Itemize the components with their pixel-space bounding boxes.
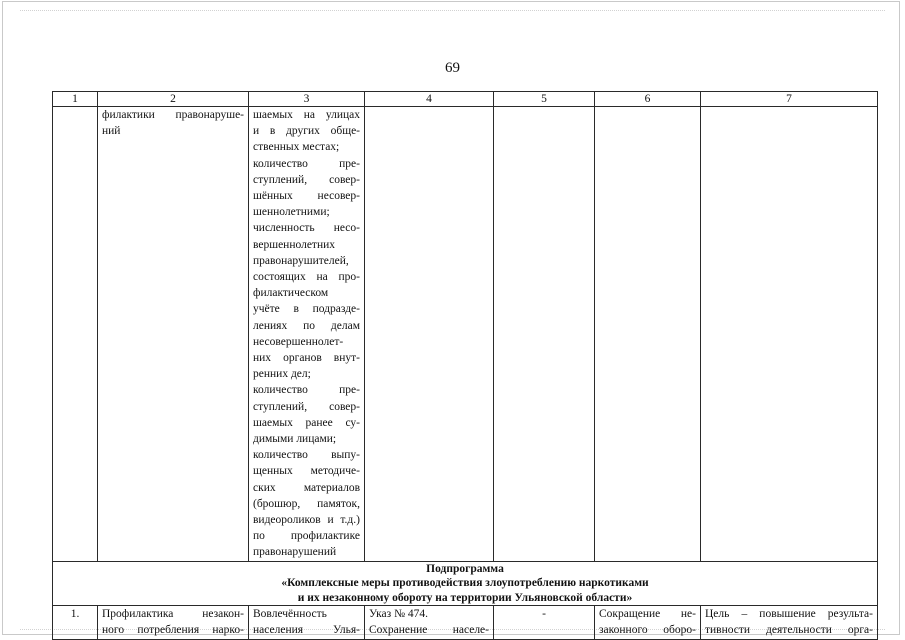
subprogram-heading-row xyxy=(53,561,878,606)
cell-text-line: шённых несовер- xyxy=(253,190,360,203)
cell-text-line: тивности деятельности орга- xyxy=(705,624,873,637)
table-cell xyxy=(98,606,249,639)
cell-text-line: димыми лицами; xyxy=(253,433,337,446)
table-cell xyxy=(249,606,365,639)
cell-text-line: шаемых на улицах xyxy=(253,109,360,121)
cell-text-line: Профилактика незакон- xyxy=(102,608,244,621)
cell-text-line: ственных местах; xyxy=(253,141,340,154)
cell-text-line: (брошюр, памяток, xyxy=(253,497,360,510)
cell-text-line: правонарушений xyxy=(253,546,337,559)
column-header: 1 xyxy=(53,92,98,107)
table-cell xyxy=(595,606,701,639)
subprogram-title-line: «Комплексные меры противодействия злоупотреблению наркотиками xyxy=(281,577,649,590)
cell-text-line: количество выпу- xyxy=(253,449,360,462)
table-cell xyxy=(365,107,494,562)
table-cell xyxy=(701,606,878,639)
cell-text-line: количество пре- xyxy=(253,384,360,397)
table-row-continuation xyxy=(53,107,878,562)
cell-text-line: ступлений, совер- xyxy=(253,173,360,186)
cell-text-line: видеороликов и т.д.) xyxy=(253,514,360,527)
indicators-cell xyxy=(249,107,365,562)
cell-text-line: учёте в подразде- xyxy=(253,303,360,316)
cell-text-line: шаемых ранее су- xyxy=(253,416,360,429)
cell-text-line: по профилактике xyxy=(253,530,360,543)
column-header: 3 xyxy=(249,92,365,107)
cell-text-line: щенных методиче- xyxy=(253,465,360,478)
scan-artifact-top xyxy=(20,10,885,12)
table-cell xyxy=(701,107,878,562)
cell-text-line: шеннолетними; xyxy=(253,206,330,219)
cell-text-line: законного оборо- xyxy=(599,624,696,637)
table-cell xyxy=(365,606,494,639)
cell-text-line: филактики правонаруше- xyxy=(102,109,244,121)
column-header: 6 xyxy=(595,92,701,107)
subprogram-heading xyxy=(53,561,878,606)
cell-text-line: Сохранение населе- xyxy=(369,624,489,637)
cell-text-line: количество пре- xyxy=(253,157,360,170)
program-table xyxy=(52,91,878,640)
row-number: 1. xyxy=(53,606,98,639)
cell-text-line: вершеннолетних xyxy=(253,238,336,251)
table-cell: - xyxy=(494,606,595,639)
cell-text-line: Указ № 474. xyxy=(369,608,429,621)
cell-text-line: и в других обще- xyxy=(253,125,360,138)
subprogram-label: Подпрограмма xyxy=(426,562,504,575)
table-cell xyxy=(595,107,701,562)
cell-text-line: них органов внут- xyxy=(253,352,360,365)
cell-text-line: несовершеннолет- xyxy=(253,335,344,348)
cell-text-line: Цель – повышение результа- xyxy=(705,608,873,621)
table-cell xyxy=(53,107,98,562)
cell-text-line: филактическом xyxy=(253,287,329,300)
cell-text-line: ний xyxy=(102,125,121,138)
table-cell xyxy=(98,107,249,562)
cell-text-line: состоящих на про- xyxy=(253,271,360,284)
cell-text-line: ских материалов xyxy=(253,481,360,494)
table-row xyxy=(53,606,878,639)
cell-text-line: Вовлечённость xyxy=(253,608,327,621)
page-number: 69 xyxy=(445,60,460,76)
table-cell xyxy=(494,107,595,562)
subprogram-title-line: и их незаконному обороту на территории Ульяновской области» xyxy=(297,591,633,604)
cell-text-line: ступлений, совер- xyxy=(253,400,360,413)
cell-text-line: численность несо- xyxy=(253,222,360,235)
cell-text-line: ного потребления нарко- xyxy=(102,624,244,637)
column-header: 4 xyxy=(365,92,494,107)
cell-text-line: ренних дел; xyxy=(253,368,311,381)
column-header: 5 xyxy=(494,92,595,107)
cell-text-line: лениях по делам xyxy=(253,319,360,332)
column-header: 7 xyxy=(701,92,878,107)
column-number-row xyxy=(53,92,878,107)
column-header: 2 xyxy=(98,92,249,107)
cell-text-line: Сокращение не- xyxy=(599,608,696,621)
cell-text-line: правонарушителей, xyxy=(253,254,349,267)
cell-text-line: населения Улья- xyxy=(253,624,360,637)
